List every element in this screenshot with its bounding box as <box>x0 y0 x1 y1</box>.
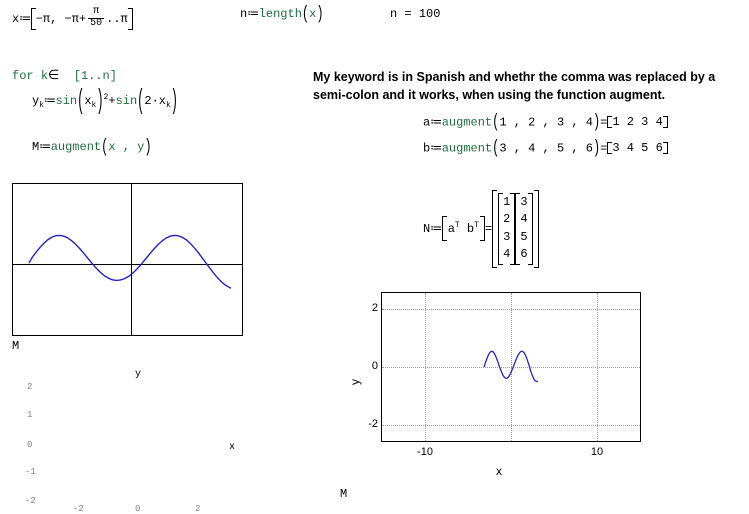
left-plot-ytick-1: 1 <box>27 410 33 420</box>
definition-n[interactable]: n≔length(x) <box>240 3 324 25</box>
left-plot-x-axis-label: x <box>229 442 236 453</box>
definition-a[interactable]: a≔augment(1 , 2 , 3 , 4)= 1 2 3 4 <box>423 116 668 128</box>
def-N-name: N <box>423 221 431 236</box>
body-assign: ≔ <box>44 94 56 108</box>
body-y-sub: k <box>39 101 45 110</box>
right-plot-curve <box>382 293 640 441</box>
def-N-col1-1: 2 <box>503 212 511 227</box>
right-plot-x-axis-title: x <box>496 464 502 478</box>
def-N-a-transpose: T <box>454 221 460 231</box>
loop-variable: k <box>40 69 49 83</box>
right-plot-ytick-neg2: -2 <box>368 418 378 430</box>
definition-x[interactable] <box>12 8 133 30</box>
def-N-col2 <box>520 194 527 264</box>
def-n-name: n <box>240 7 248 21</box>
right-plot[interactable] <box>368 292 641 458</box>
left-plot-y-axis-label: y <box>135 369 142 380</box>
def-b-result-brackets <box>607 142 667 154</box>
evaluation-n[interactable] <box>390 8 440 20</box>
right-plot-ytick-0: 0 <box>371 360 378 372</box>
pi-over-50 <box>88 7 104 29</box>
for-keyword: for <box>12 69 34 83</box>
body-arg1: x <box>84 94 92 108</box>
loop-range: [1..n] <box>73 69 117 83</box>
def-N-col2-3: 6 <box>520 247 528 262</box>
def-b-assign: ≔ <box>430 141 442 156</box>
def-a-name: a <box>423 115 431 130</box>
body-dot-operator: · <box>151 94 159 108</box>
frac-numerator: π <box>93 6 100 17</box>
frac-denominator: 50 <box>90 17 103 29</box>
loop-body-expression[interactable]: $y_k≔\sin(x_k)^2+\sin(2\cdot x_k)$ <box>32 84 178 118</box>
def-b-name: b <box>423 141 431 156</box>
def-N-equals: = <box>484 221 493 236</box>
def-M-name: M <box>32 140 40 154</box>
def-n-arg: x <box>309 7 317 21</box>
def-N-expr-brackets <box>442 216 485 241</box>
def-a-result-brackets <box>607 116 667 128</box>
def-N-result-outer-brackets <box>492 190 538 268</box>
sin-function-1: sin <box>55 94 78 108</box>
eval-n-value: 100 <box>418 7 441 21</box>
definition-b[interactable]: b≔augment(3 , 4 , 5 , 6)= 3 4 5 6 <box>423 142 668 154</box>
length-function: length <box>258 7 302 21</box>
member-icon: ∈ <box>48 68 60 83</box>
def-N-col1-brackets <box>498 193 515 265</box>
augment-function: augment <box>50 140 102 154</box>
def-b-equals: = <box>600 141 608 156</box>
left-plot-ytick-2: 2 <box>27 382 33 392</box>
def-a-args: 1 , 2 , 3 , 4 <box>499 115 593 130</box>
definition-N[interactable] <box>423 190 539 268</box>
def-x-range-start: −π <box>35 12 51 27</box>
augment-function-b: augment <box>441 141 493 156</box>
right-plot-y-axis-title: y <box>348 379 362 385</box>
left-plot-caption: M <box>12 339 20 353</box>
def-x-name: x <box>12 12 20 27</box>
left-plot-ytick-neg1: -1 <box>25 467 36 477</box>
body-plus: + <box>108 94 116 108</box>
left-plot-xtick-2: 2 <box>195 504 201 514</box>
def-N-col2-brackets <box>515 193 532 265</box>
def-M-args: x , y <box>108 140 145 154</box>
definition-M[interactable]: M≔augment(x , y) <box>32 136 152 158</box>
left-plot-ytick-0: 0 <box>27 440 33 450</box>
body-arg2-sub: k <box>165 101 171 110</box>
body-y: y <box>32 94 40 108</box>
augment-function-a: augment <box>441 115 493 130</box>
def-M-assign: ≔ <box>39 140 51 154</box>
def-N-col2-1: 4 <box>520 212 528 227</box>
def-N-col1-3: 4 <box>503 247 511 262</box>
eval-n-equals: = <box>404 7 412 21</box>
def-N-col1 <box>503 194 510 264</box>
def-x-assign: ≔ <box>19 12 31 27</box>
for-loop-header[interactable] <box>12 69 117 82</box>
def-N-b: b <box>466 222 475 237</box>
eval-n-name: n <box>390 7 398 21</box>
def-N-a: a <box>447 222 455 237</box>
def-N-col2-0: 3 <box>520 195 528 209</box>
def-a-result: 1 2 3 4 <box>612 115 663 129</box>
left-plot[interactable] <box>12 183 243 514</box>
body-arg2-b: x <box>158 94 166 108</box>
def-b-args: 3 , 4 , 5 , 6 <box>499 141 593 156</box>
def-N-col1-0: 1 <box>503 195 511 209</box>
def-x-plus: + <box>78 12 87 27</box>
def-N-col1-2: 3 <box>503 229 511 244</box>
left-plot-curve <box>13 184 242 335</box>
def-a-assign: ≔ <box>430 115 442 130</box>
note-paragraph: My keyword is in Spanish and whethr the comma was replaced by a semi-colon and it works, when using the function augment. <box>313 70 716 103</box>
sin-function-2: sin <box>115 94 138 108</box>
def-N-col2-2: 5 <box>520 229 528 244</box>
right-plot-caption: M <box>340 487 348 501</box>
body-arg2-a: 2 <box>144 94 152 108</box>
def-x-range-end: π <box>120 12 128 27</box>
def-N-b-transpose: T <box>474 221 479 231</box>
def-b-result: 3 4 5 6 <box>612 141 663 155</box>
left-plot-xtick-0: 0 <box>135 504 141 514</box>
left-plot-ytick-neg2: -2 <box>25 496 36 506</box>
body-power: 2 <box>103 93 109 102</box>
left-plot-xtick-neg2: -2 <box>73 504 84 514</box>
def-a-equals: = <box>600 115 608 130</box>
body-arg1-sub: k <box>91 101 97 110</box>
range-brackets: −π, −π+ $\frac{\pi}{50}$ ..π <box>31 8 133 30</box>
def-N-assign: ≔ <box>430 221 442 236</box>
right-plot-xtick-neg10: -10 <box>417 446 433 458</box>
def-n-assign: ≔ <box>247 7 259 21</box>
def-x-range-second: −π <box>64 12 79 27</box>
right-plot-xtick-10: 10 <box>590 446 604 458</box>
right-plot-ytick-2: 2 <box>371 302 378 314</box>
def-x-dots: .. <box>106 12 121 27</box>
